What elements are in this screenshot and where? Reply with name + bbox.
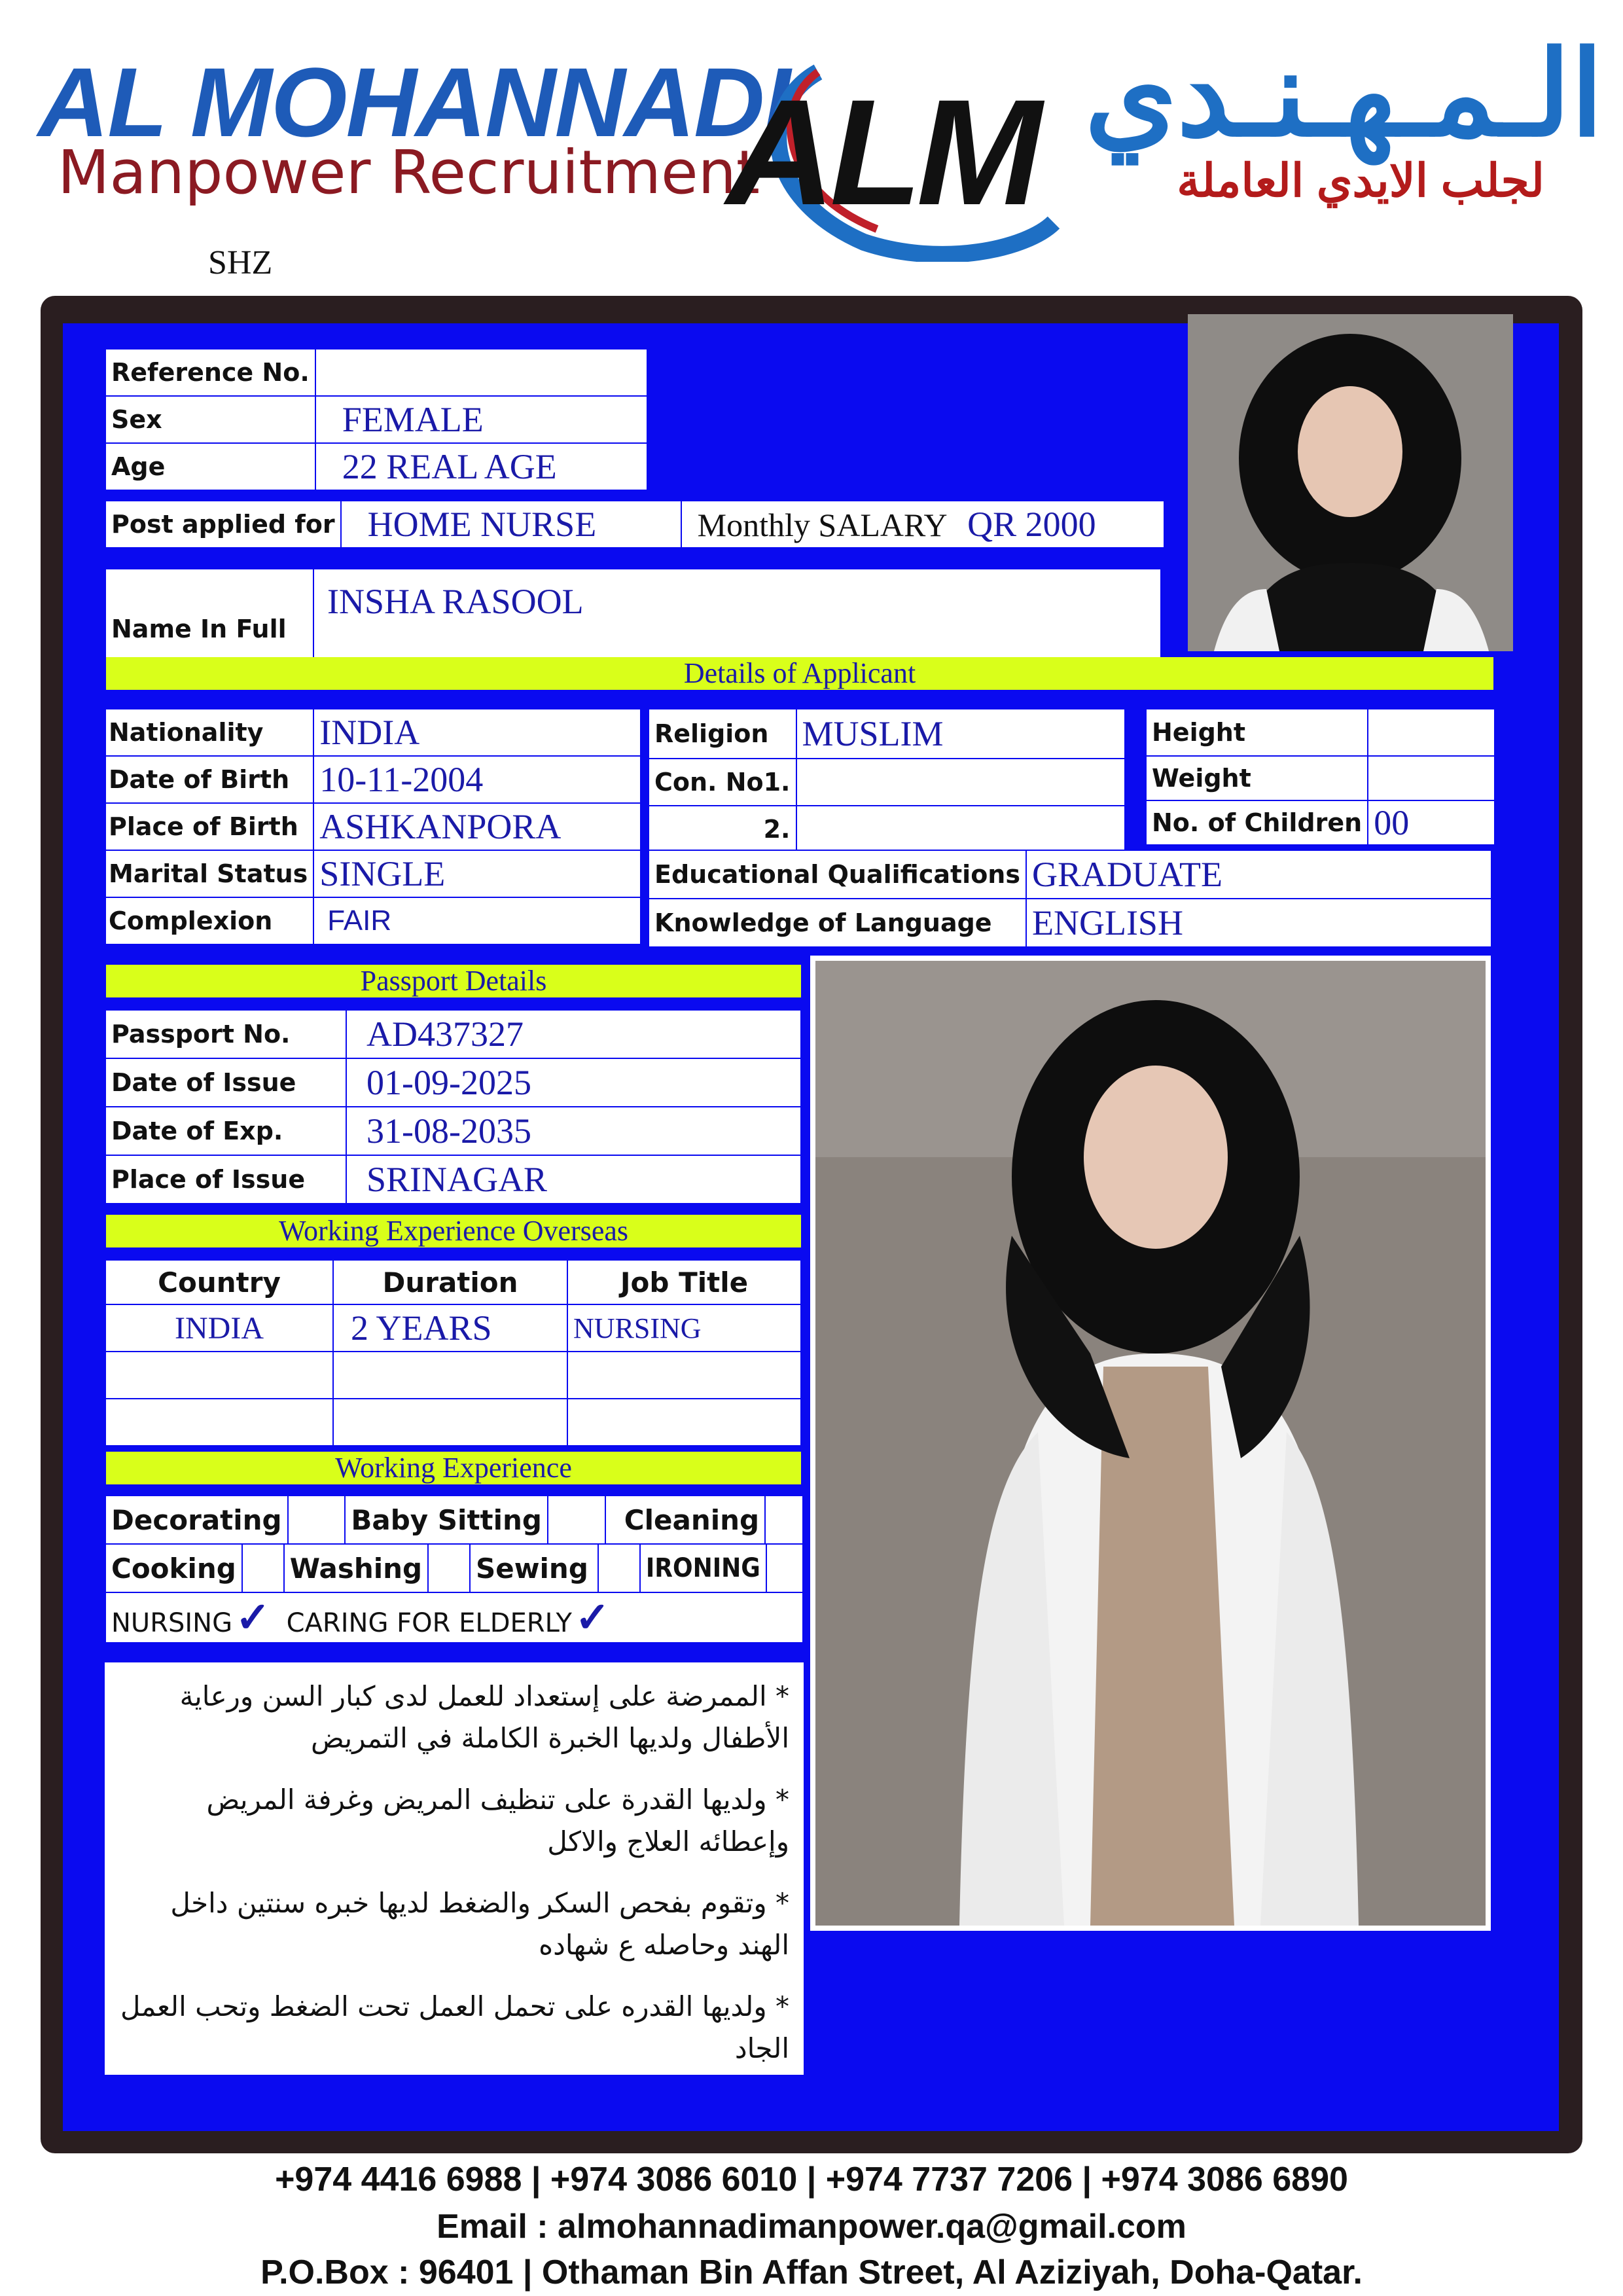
note-line: * الممرضة على إستعداد للعمل لدى كبار السن ورعاية الأطفال ولديها الخبرة الكاملة في التمريض <box>179 1680 789 1754</box>
skill-sewing-check <box>598 1544 640 1592</box>
overseas-col-job: Job Title <box>567 1260 801 1304</box>
passport-no-value: AD437327 <box>346 1010 801 1058</box>
overseas-country: INDIA <box>105 1304 333 1352</box>
overseas-title-bar: Working Experience Overseas <box>106 1215 801 1247</box>
sex-value: FEMALE <box>315 396 647 443</box>
details-body-table <box>1145 708 1495 846</box>
skill-cleaning: Cleaning <box>605 1496 765 1544</box>
language-label: Knowledge of Language <box>649 899 1026 947</box>
name-value: INSHA RASOOL <box>313 569 1161 670</box>
nationality-label: Nationality <box>105 709 313 756</box>
children-label: No. of Children <box>1146 800 1368 845</box>
post-table <box>105 500 1165 548</box>
sex-label: Sex <box>105 396 315 443</box>
skill-ironing: IRONING <box>640 1544 766 1592</box>
pob-value: ASHKANPORA <box>313 803 641 850</box>
language-value: ENGLISH <box>1026 899 1491 947</box>
skill-cleaning-check <box>765 1496 803 1544</box>
con2-value <box>796 806 1126 853</box>
note-line: * وتقوم بفحص السكر والضغط لديها خبره سنتين داخل الهند وحاصله ع شهاده <box>170 1887 789 1961</box>
skill-baby-sitting-check <box>548 1496 605 1544</box>
nursing-check-icon: ✓ <box>235 1594 271 1641</box>
skill-washing-check <box>428 1544 470 1592</box>
dob-value: 10-11-2004 <box>313 756 641 803</box>
marital-value: SINGLE <box>313 850 641 897</box>
overseas-empty-cell <box>105 1399 333 1446</box>
details-title-bar: Details of Applicant <box>106 657 1493 690</box>
caring-check-icon: ✓ <box>575 1594 611 1641</box>
skill-baby-sitting: Baby Sitting <box>345 1496 548 1544</box>
age-label: Age <box>105 443 315 490</box>
post-value: HOME NURSE <box>341 501 681 548</box>
footer-address: P.O.Box : 96401 | Othaman Bin Affan Street, Al Aziziyah, Doha-Qatar. <box>260 2253 1363 2291</box>
reference-label: Reference No. <box>105 349 315 396</box>
pob-label: Place of Birth <box>105 803 313 850</box>
education-table <box>648 850 1492 948</box>
note-line: * ولديها القدرة على تنظيف المريض وغرفة المريض وإعطائه العلاج والاكل <box>206 1784 789 1857</box>
salary-cell <box>681 501 1164 548</box>
post-label: Post applied for <box>105 501 341 548</box>
passport-place-label: Place of Issue <box>105 1155 346 1204</box>
age-value: 22 REAL AGE <box>315 443 647 490</box>
overseas-col-country: Country <box>105 1260 333 1304</box>
brand-name-arabic: الـمـهـنـدي <box>1084 29 1603 160</box>
religion-value: MUSLIM <box>796 709 1126 759</box>
skill-decorating-check <box>288 1496 346 1544</box>
name-label: Name In Full <box>105 569 313 670</box>
alm-logo <box>720 26 1060 262</box>
complexion-label: Complexion <box>105 897 313 944</box>
experience-table-row3 <box>105 1592 804 1643</box>
brand-subtitle-english: Manpower Recruitment <box>58 137 760 207</box>
details-religion-table <box>648 708 1126 853</box>
nationality-value: INDIA <box>313 709 641 756</box>
skill-ironing-check <box>766 1544 803 1592</box>
con2-label: 2. <box>649 806 796 853</box>
passport-table <box>105 1009 802 1204</box>
complexion-value: FAIR <box>313 897 641 944</box>
overseas-empty-cell <box>105 1352 333 1399</box>
footer-email: Email : almohannadimanpower.qa@gmail.com <box>437 2208 1186 2246</box>
passport-exp-label: Date of Exp. <box>105 1107 346 1155</box>
skill-decorating: Decorating <box>105 1496 288 1544</box>
passport-exp-value: 31-08-2035 <box>346 1107 801 1155</box>
passport-no-label: Passport No. <box>105 1010 346 1058</box>
marital-label: Marital Status <box>105 850 313 897</box>
religion-label: Religion <box>649 709 796 759</box>
overseas-empty-cell <box>567 1399 801 1446</box>
reference-value <box>315 349 647 396</box>
children-value: 00 <box>1368 800 1495 845</box>
skill-washing: Washing <box>284 1544 428 1592</box>
weight-value <box>1368 756 1495 800</box>
overseas-table <box>105 1259 802 1446</box>
experience-table-row1 <box>105 1495 804 1545</box>
education-value: GRADUATE <box>1026 850 1491 899</box>
con1-value <box>796 759 1126 806</box>
passport-place-value: SRINAGAR <box>346 1155 801 1204</box>
note-line: * ولديها القدره على تحمل العمل تحت الضغط وتحب العمل الجاد <box>120 1990 789 2064</box>
overseas-duration: 2 YEARS <box>333 1304 567 1352</box>
skill-nursing: NURSING <box>111 1608 233 1638</box>
brand-subtitle-arabic: لجلب الايدي العاملة <box>1177 155 1544 206</box>
experience-table-row2 <box>105 1543 804 1593</box>
skill-sewing: Sewing <box>470 1544 598 1592</box>
details-left-table <box>105 708 641 945</box>
agency-code: SHZ <box>208 244 273 281</box>
dob-label: Date of Birth <box>105 756 313 803</box>
education-label: Educational Qualifications <box>649 850 1026 899</box>
alm-logo-text: ALM <box>726 68 1037 236</box>
skill-cooking: Cooking <box>105 1544 242 1592</box>
skill-nursing-row <box>105 1592 803 1643</box>
salary-value: QR 2000 <box>967 505 1096 544</box>
skill-cooking-check <box>242 1544 284 1592</box>
overseas-col-duration: Duration <box>333 1260 567 1304</box>
applicant-photo-large <box>810 956 1491 1931</box>
basic-info-table <box>105 348 648 491</box>
footer-phones: +974 4416 6988 | +974 3086 6010 | +974 7737 7206 | +974 3086 6890 <box>275 2161 1348 2198</box>
experience-title-bar: Working Experience <box>106 1452 801 1484</box>
passport-title-bar: Passport Details <box>106 965 801 997</box>
skill-caring-elderly: CARING FOR ELDERLY <box>286 1608 572 1638</box>
overseas-empty-cell <box>567 1352 801 1399</box>
overseas-empty-cell <box>333 1399 567 1446</box>
notes-box <box>105 1662 804 2075</box>
height-value <box>1368 709 1495 756</box>
weight-label: Weight <box>1146 756 1368 800</box>
overseas-job: NURSING <box>567 1304 801 1352</box>
passport-issue-label: Date of Issue <box>105 1058 346 1107</box>
passport-issue-value: 01-09-2025 <box>346 1058 801 1107</box>
name-table <box>105 568 1162 670</box>
salary-label: Monthly SALARY <box>697 507 948 543</box>
height-label: Height <box>1146 709 1368 756</box>
brand-name-english: AL MOHANNADI <box>38 47 790 157</box>
con1-label: Con. No1. <box>649 759 796 806</box>
overseas-empty-cell <box>333 1352 567 1399</box>
applicant-photo-small <box>1188 314 1513 651</box>
